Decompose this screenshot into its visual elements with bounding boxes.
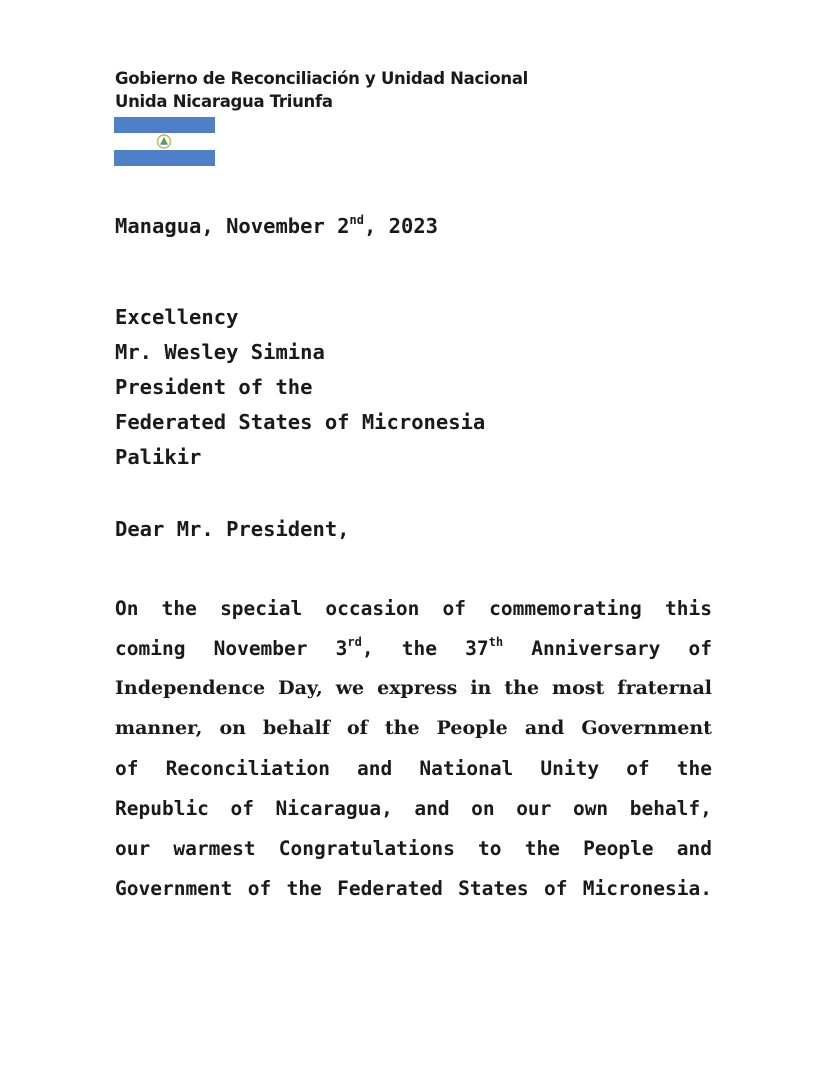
government-slogan: Unida Nicaragua Triunfa [115, 92, 333, 111]
body-line: Independence Day, we express in the most fraternal [115, 677, 712, 699]
body-line: Republic of Nicaragua, and on our own behalf, [115, 797, 712, 820]
body-line: manner, on behalf of the People and Government [115, 717, 712, 739]
body-line: of Reconciliation and National Unity of the [115, 757, 712, 780]
recipient-line: President of the [115, 375, 313, 399]
recipient-line: Excellency [115, 305, 239, 329]
recipient-line: Federated States of Micronesia [115, 410, 486, 434]
nicaragua-flag-icon [114, 117, 215, 166]
recipient-line: Mr. Wesley Simina [115, 340, 325, 364]
body-line: Government of the Federated States of Micronesia. [115, 877, 712, 900]
flag-top-band [114, 117, 215, 133]
letter-date: Managua, November 2nd, 2023 [115, 213, 439, 238]
government-name: Gobierno de Reconciliación y Unidad Nacional [115, 69, 529, 88]
body-line: our warmest Congratulations to the People and [115, 837, 712, 860]
coat-of-arms-icon [155, 133, 173, 150]
body-line: coming November 3rd, the 37th Anniversary of [115, 635, 712, 660]
flag-bottom-band [114, 150, 215, 166]
salutation: Dear Mr. President, [115, 517, 350, 541]
recipient-line: Palikir [115, 445, 202, 469]
body-line: On the special occasion of commemorating this [115, 597, 712, 620]
